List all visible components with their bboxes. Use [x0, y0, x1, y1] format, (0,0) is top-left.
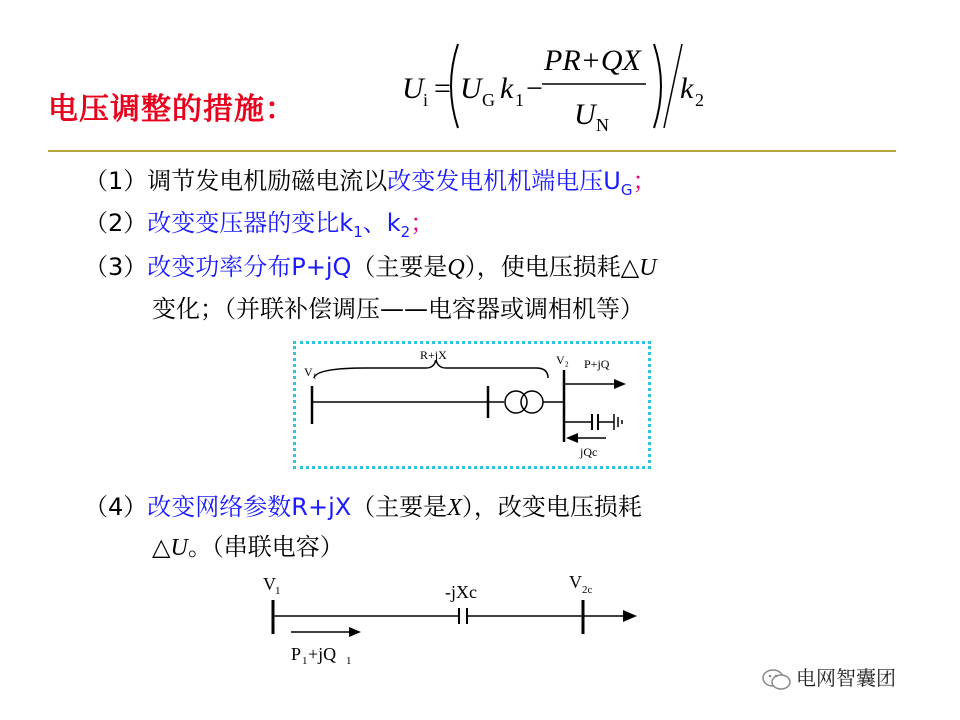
- series-capacitor-diagram: [255, 570, 655, 670]
- diagram1-v1-label: V₁: [304, 365, 317, 379]
- watermark-text: 电网智囊团: [796, 666, 896, 690]
- shunt-compensation-diagram: [293, 341, 651, 469]
- title-divider: [48, 150, 896, 152]
- formula-k2-sub: 2: [695, 90, 704, 110]
- formula-eq: =: [434, 72, 451, 105]
- formula-k2: k: [680, 72, 694, 105]
- voltage-formula: [396, 36, 726, 136]
- slide-title: 电压调整的措施：: [48, 92, 296, 127]
- diagram2-p1-sub: 1: [302, 655, 308, 667]
- item-1: （1）调节发电机励磁电流以改变发电机机端电压$U_G$；: [84, 167, 657, 199]
- item-3-line1: （3）改变功率分布P+jQ（主要是Q），使电压损耗△U: [84, 253, 657, 281]
- diagram2-p1-label: P: [291, 644, 302, 664]
- diagram2-jq1-label: +jQ: [308, 644, 337, 664]
- diagram1-pjq-label: P+jQ: [584, 357, 610, 371]
- diagram2-v1-label: V: [263, 574, 276, 594]
- item-4-line2: △U。（串联电容）: [152, 533, 344, 561]
- formula-numerator: PR+QX: [544, 44, 641, 77]
- diagram2-jxc-label: -jXc: [445, 582, 477, 602]
- item-3-line2: 变化；（并联补偿调压——电容器或调相机等）: [152, 295, 644, 323]
- watermark: [762, 662, 896, 692]
- brace-icon: [314, 360, 548, 378]
- formula-denominator-sub: N: [596, 115, 609, 135]
- formula-minus: −: [526, 72, 543, 105]
- diagram1-jqc-label: jQc: [580, 445, 598, 459]
- diagram2-v2c-label: V: [569, 572, 582, 592]
- diagram1-v2-label: V₂: [556, 353, 569, 367]
- wechat-icon: [762, 668, 792, 692]
- formula-k1-sub: 1: [515, 90, 524, 110]
- formula-ug-sub: G: [482, 90, 495, 110]
- diagram1-rjx-label: R+jX: [420, 348, 447, 362]
- item-4-line1: （4）改变网络参数R+jX（主要是X），改变电压损耗: [84, 493, 642, 521]
- diagram2-v1-sub: 1: [275, 585, 281, 597]
- formula-k1: k: [500, 72, 514, 105]
- item-2: （2）改变变压器的变比$k_1$、$k_2$；: [84, 209, 435, 241]
- formula-ui: U: [402, 72, 424, 105]
- diagram2-jq1-sub: 1: [346, 655, 352, 667]
- left-paren: [451, 44, 458, 128]
- formula-denominator: U: [574, 98, 596, 131]
- right-paren: [654, 44, 661, 128]
- diagram2-v2c-sub: 2c: [582, 584, 593, 596]
- formula-ug: U: [460, 72, 482, 105]
- formula-ui-sub: i: [423, 90, 429, 110]
- line-arrow: [623, 610, 637, 622]
